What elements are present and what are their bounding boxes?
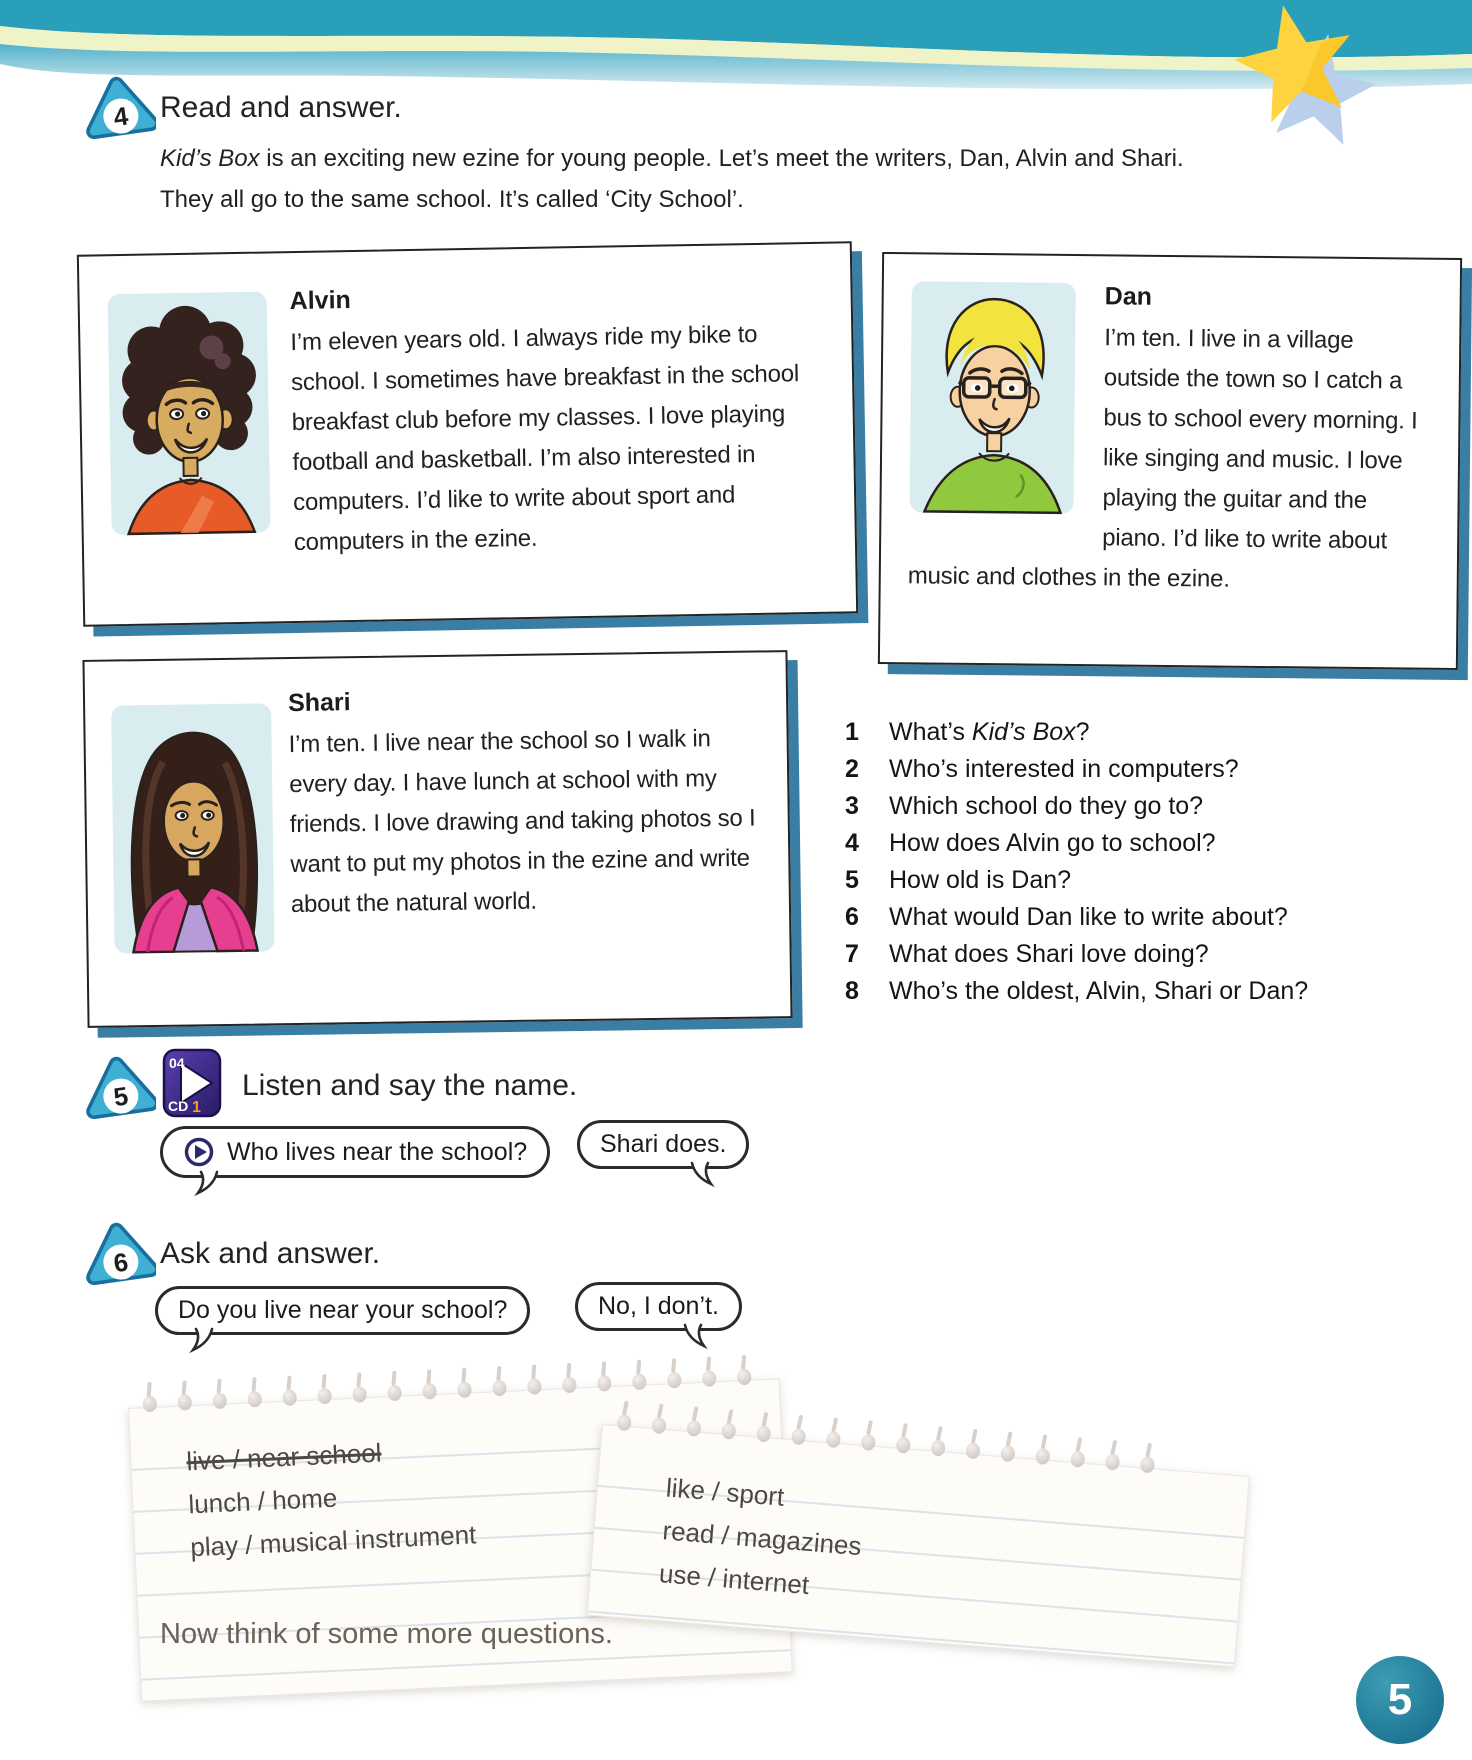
note-line: use / internet bbox=[658, 1558, 811, 1601]
cd-label: CD bbox=[168, 1098, 189, 1114]
spiral-pin bbox=[247, 1377, 262, 1408]
note-line: lunch / home bbox=[187, 1482, 338, 1520]
question-item: 1 What’s Kid’s Box? bbox=[845, 718, 1090, 746]
spiral-pin bbox=[1105, 1440, 1121, 1471]
cd-number: 1 bbox=[192, 1099, 201, 1116]
play-icon bbox=[183, 1136, 215, 1168]
listen-answer-bubble bbox=[577, 1120, 749, 1169]
activity-4-intro bbox=[160, 138, 1320, 220]
ask-answer-bubble bbox=[575, 1282, 742, 1331]
spiral-pin bbox=[457, 1367, 472, 1398]
dan-portrait bbox=[908, 280, 1076, 515]
spiral-pin bbox=[212, 1379, 227, 1410]
spiral-pin bbox=[177, 1380, 192, 1411]
spiral-pin bbox=[791, 1414, 807, 1445]
character-card-shari bbox=[82, 650, 792, 1028]
spiral-pin bbox=[896, 1423, 912, 1454]
cd-track-number: 04 bbox=[169, 1055, 185, 1071]
shari-text-block bbox=[288, 682, 769, 925]
spiral-pin bbox=[1000, 1431, 1016, 1462]
spiral-pin bbox=[352, 1372, 367, 1403]
spiral-pin bbox=[1140, 1442, 1156, 1473]
note-line: live / near school bbox=[185, 1437, 383, 1477]
bubble-tail bbox=[192, 1329, 214, 1352]
alvin-text-block bbox=[289, 278, 834, 563]
bubble-tail bbox=[683, 1325, 705, 1348]
spiral-pin bbox=[756, 1412, 772, 1443]
shari-description: I’m ten. I live near the school so I walk in every day. I have lunch at school with my friends. I love drawing and taking photos so I want to put my photos in the ezine and write about the natural world. bbox=[288, 725, 756, 919]
shari-portrait bbox=[110, 702, 275, 954]
spiral-pin bbox=[317, 1374, 332, 1405]
question-item: 4 How does Alvin go to school? bbox=[845, 829, 1216, 857]
question-item: 2 Who’s interested in computers? bbox=[845, 755, 1239, 783]
spiral-pin bbox=[701, 1356, 716, 1387]
footer-prompt: Now think of some more questions. bbox=[160, 1618, 613, 1650]
page-number-badge: 5 bbox=[1356, 1656, 1444, 1744]
listen-question-bubble bbox=[160, 1126, 550, 1178]
spiral-pin bbox=[526, 1364, 541, 1395]
question-item: 8 Who’s the oldest, Alvin, Shari or Dan? bbox=[845, 977, 1309, 1005]
intro-line-1: Kid’s Box is an exciting new ezine for young people. Let’s meet the writers, Dan, Alvin and Shari. bbox=[160, 145, 1184, 172]
question-item: 3 Which school do they go to? bbox=[845, 792, 1204, 820]
bubble-tail bbox=[690, 1163, 712, 1186]
alvin-portrait bbox=[106, 290, 271, 536]
listen-answer-text: Shari does. bbox=[600, 1130, 727, 1158]
spiral-pin bbox=[491, 1366, 506, 1397]
spiral-pin bbox=[736, 1355, 751, 1386]
activity-5-title: Listen and say the name. bbox=[242, 1069, 578, 1102]
note-left-lines bbox=[186, 1427, 478, 1569]
character-card-dan bbox=[878, 252, 1462, 670]
spiral-pin bbox=[422, 1369, 437, 1400]
spiral-pin bbox=[651, 1403, 667, 1434]
alvin-name: Alvin bbox=[289, 286, 352, 316]
note-line: like / sport bbox=[664, 1472, 786, 1512]
activity-5-badge bbox=[84, 1054, 156, 1126]
dan-description: I’m ten. I live in a village outside the town so I catch a bus to school every morning. I like singing and music. I love playing the guitar and the piano. I’d like to write about music and clothes in the ezine. bbox=[907, 324, 1418, 593]
dan-name: Dan bbox=[1104, 282, 1153, 311]
intro-ezine-name: Kid’s Box bbox=[160, 145, 260, 172]
bubble-tail bbox=[197, 1172, 219, 1195]
activity-4-number: 4 bbox=[112, 102, 131, 133]
cd-track-icon bbox=[162, 1048, 222, 1118]
spiral-pin bbox=[721, 1409, 737, 1440]
activity-6-number: 6 bbox=[112, 1248, 131, 1279]
spiral-pin bbox=[631, 1359, 646, 1390]
question-item: 5 How old is Dan? bbox=[845, 866, 1072, 894]
question-item: 7 What does Shari love doing? bbox=[845, 940, 1209, 968]
question-item: 6 What would Dan like to write about? bbox=[845, 903, 1288, 931]
intro-line-2: They all go to the same school. It’s called ‘City School’. bbox=[160, 186, 744, 213]
activity-4-badge bbox=[84, 74, 156, 146]
spiral-pin bbox=[666, 1358, 681, 1389]
ask-answer-text: No, I don’t. bbox=[598, 1292, 719, 1320]
activity-5-number: 5 bbox=[112, 1082, 131, 1113]
ask-question-text: Do you live near your school? bbox=[178, 1296, 508, 1324]
spiral-pin bbox=[686, 1406, 702, 1437]
listen-question-text: Who lives near the school? bbox=[227, 1137, 528, 1166]
spiral-pin bbox=[142, 1382, 157, 1413]
spiral-pin bbox=[561, 1363, 576, 1394]
spiral-pin bbox=[826, 1417, 842, 1448]
activity-6-title: Ask and answer. bbox=[160, 1237, 381, 1270]
note-line: play / musical instrument bbox=[189, 1519, 477, 1563]
spiral-pin bbox=[965, 1428, 981, 1459]
spiral-pin bbox=[1070, 1437, 1086, 1468]
spiral-pin bbox=[931, 1426, 947, 1457]
spiral-pin bbox=[596, 1361, 611, 1392]
spiral-binding bbox=[617, 1400, 1157, 1473]
spiral-pin bbox=[617, 1400, 633, 1431]
spiral-pin bbox=[1035, 1434, 1051, 1465]
spiral-pin bbox=[387, 1371, 402, 1402]
ask-question-bubble bbox=[155, 1286, 530, 1335]
activity-6-badge bbox=[84, 1220, 156, 1292]
activity-4-title: Read and answer. bbox=[160, 91, 402, 124]
spiral-pin bbox=[861, 1420, 877, 1451]
note-line: read / magazines bbox=[661, 1515, 863, 1562]
spiral-pin bbox=[282, 1375, 297, 1406]
character-card-alvin bbox=[77, 241, 858, 626]
questions-list bbox=[845, 714, 1455, 1010]
note-right-lines bbox=[657, 1466, 866, 1611]
shari-name: Shari bbox=[287, 688, 351, 718]
alvin-description: I’m eleven years old. I always ride my bike to school. I sometimes have breakfast in the school breakfast club before my classes. I love playing football and basketball. I’m also interested in computers. I’d like to write about sport and computers in the ezine. bbox=[290, 320, 800, 557]
